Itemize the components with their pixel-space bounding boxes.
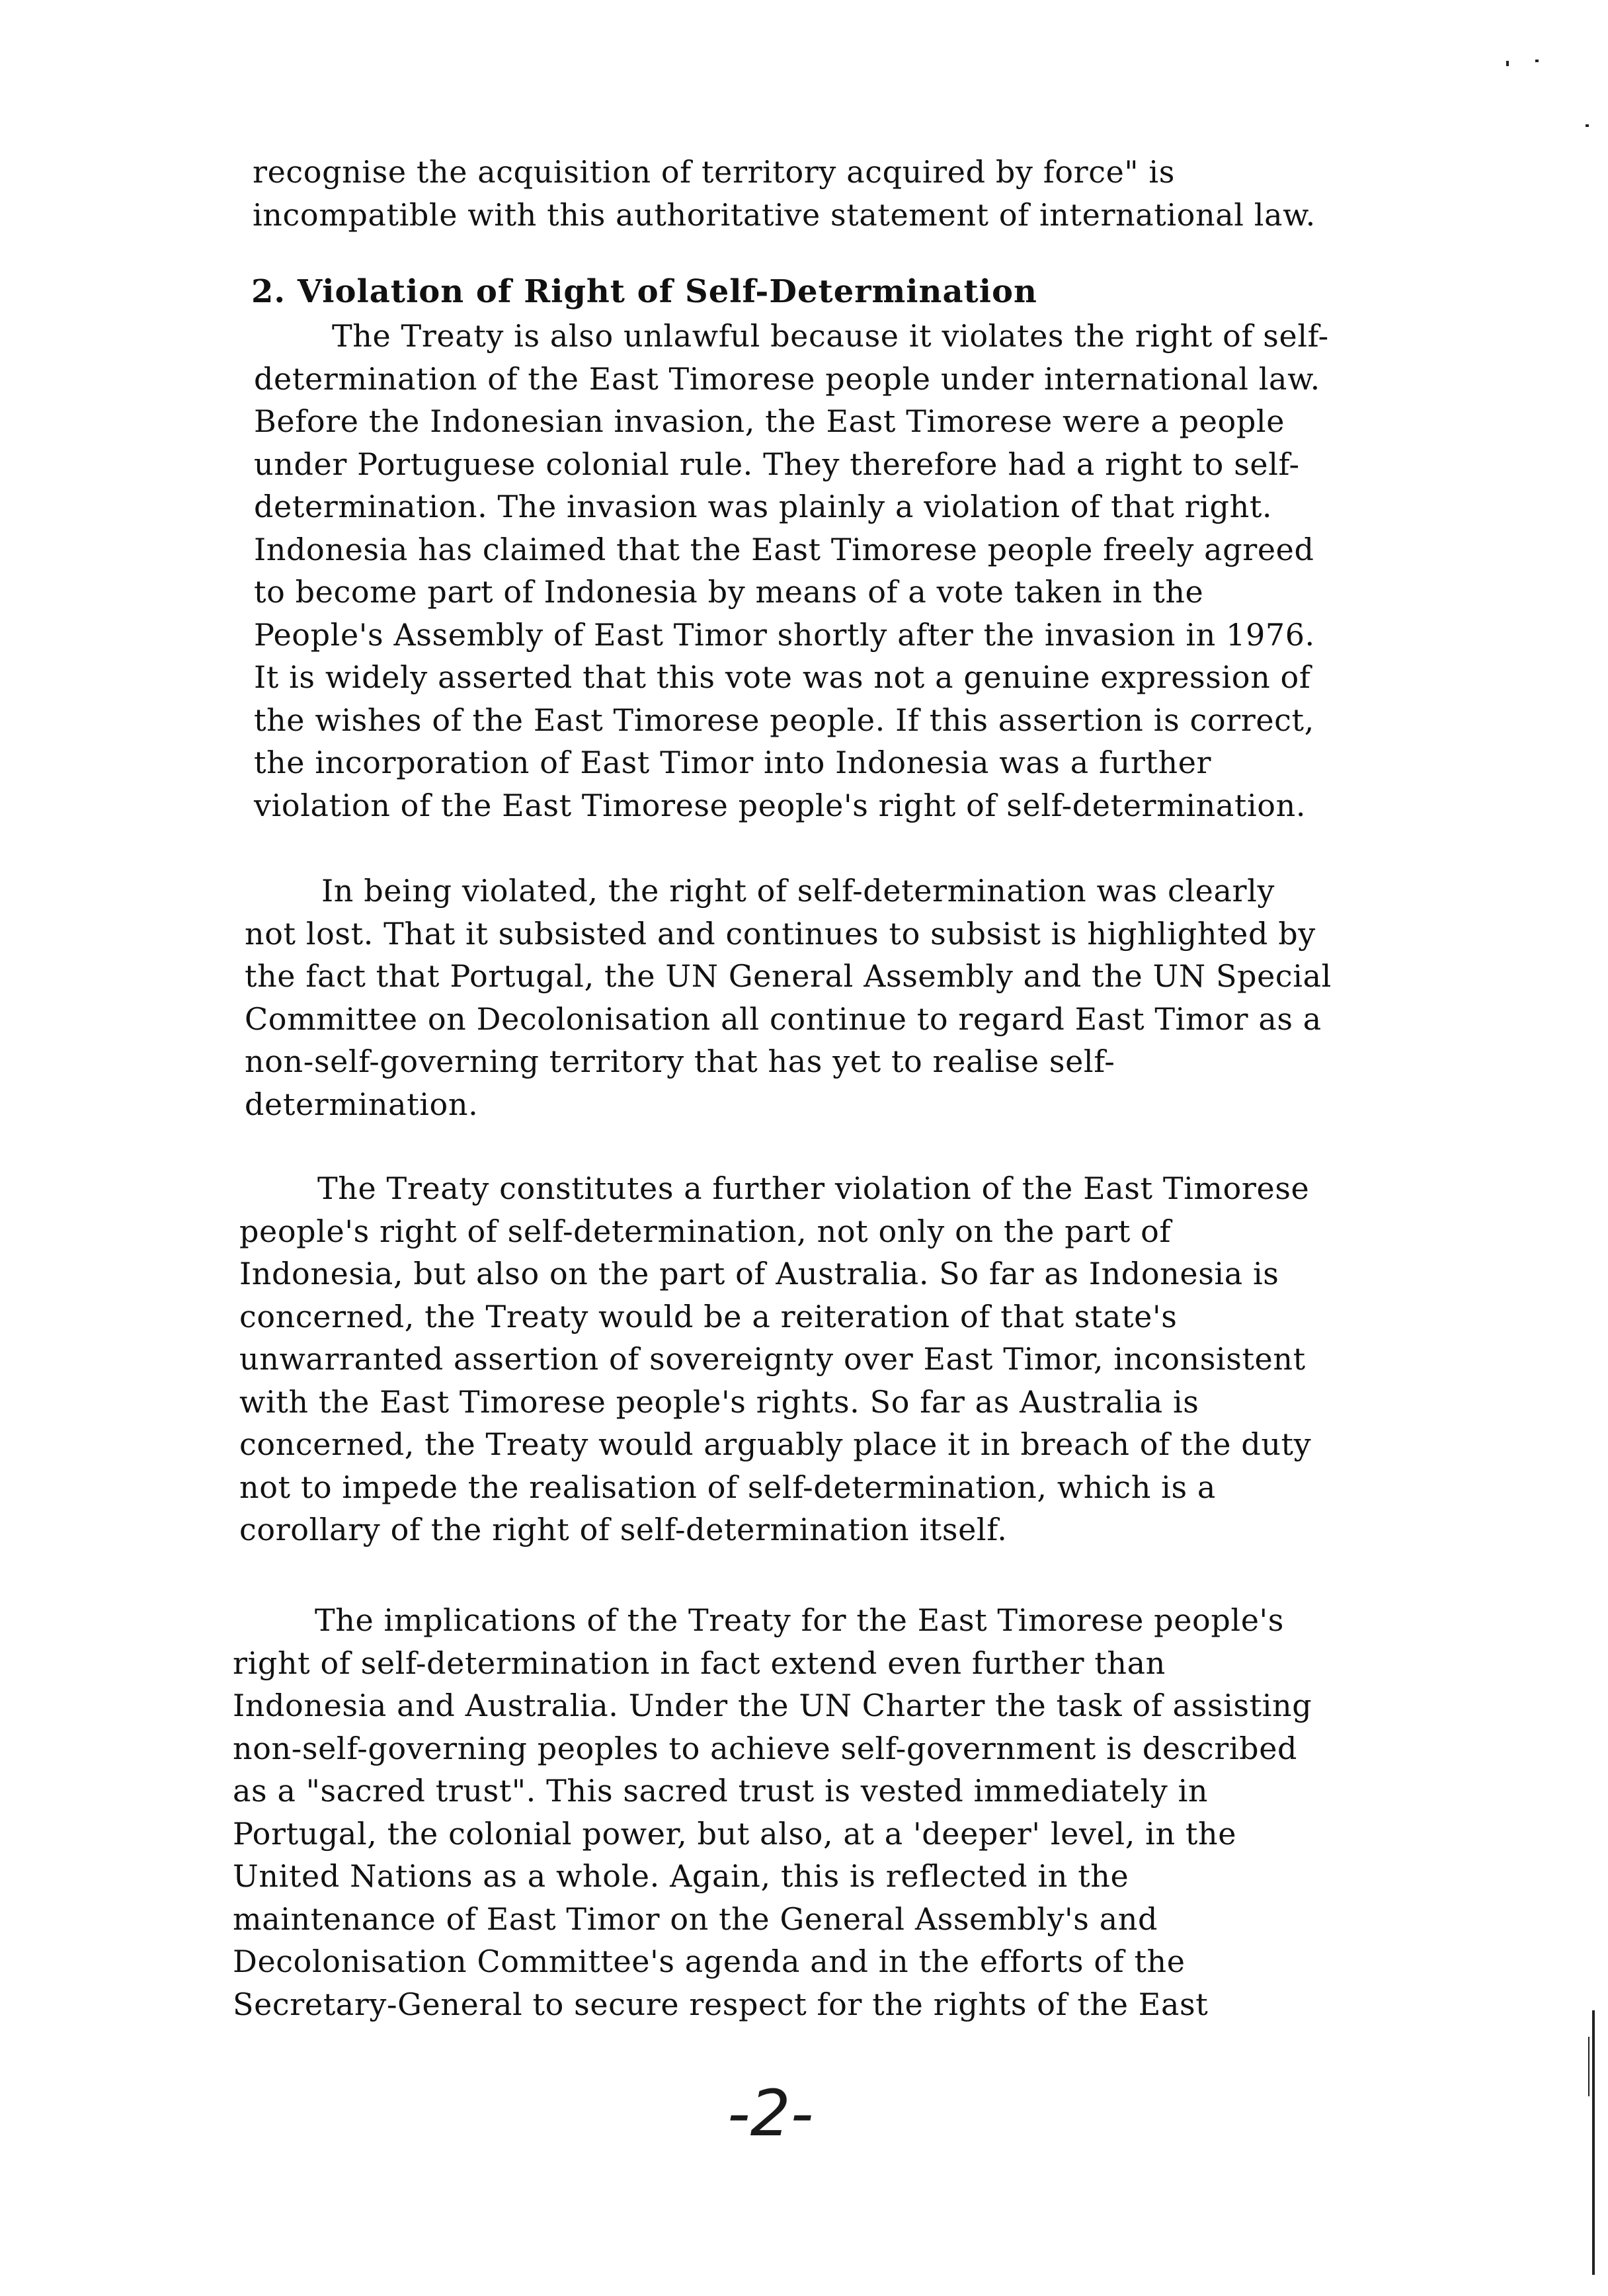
scan-speck (1506, 61, 1509, 66)
text-line: under Portuguese colonial rule. They therefore had a right to self- (254, 446, 1300, 482)
text-line: non-self-governing peoples to achieve self-government is described (233, 1730, 1298, 1766)
text-line: In being violated, the right of self-determination was clearly (321, 873, 1275, 909)
text-line: concerned, the Treaty would be a reiteration of that state's (239, 1298, 1178, 1334)
text-line: recognise the acquisition of territory acquired by force" is (253, 154, 1175, 190)
scan-edge-line (1592, 2010, 1595, 2275)
text-line: determination of the East Timorese people under international law. (254, 360, 1320, 397)
text-line: The implications of the Treaty for the East Timorese people's (315, 1602, 1284, 1638)
text-line: Indonesia, but also on the part of Australia. So far as Indonesia is (239, 1256, 1279, 1292)
text-line: Portugal, the colonial power, but also, at a 'deeper' level, in the (233, 1815, 1237, 1852)
scan-edge-line (1588, 2037, 1589, 2096)
scan-speck (1586, 124, 1589, 127)
section-heading: 2. Violation of Right of Self-Determination (251, 273, 1037, 310)
text-line: corollary of the right of self-determination itself. (239, 1512, 1008, 1547)
text-line: the fact that Portugal, the UN General Assembly and the UN Special (245, 958, 1332, 994)
paragraph-3 (239, 1167, 1311, 1551)
text-line: not lost. That it subsisted and continues to subsist is highlighted by (245, 915, 1316, 952)
text-line: unwarranted assertion of sovereignty over East Timor, inconsistent (239, 1341, 1306, 1377)
scan-speck (1535, 60, 1539, 62)
text-line: Decolonisation Committee's agenda and in the efforts of the (233, 1944, 1186, 1979)
text-line: Indonesia has claimed that the East Timorese people freely agreed (254, 531, 1314, 567)
text-line: non-self-governing territory that has yet to realise self- (245, 1044, 1115, 1079)
text-line: the incorporation of East Timor into Indonesia was a further (254, 745, 1212, 780)
text-line: the wishes of the East Timorese people. If this assertion is correct, (254, 702, 1314, 738)
text-line: determination. The invasion was plainly a violation of that right. (254, 489, 1273, 524)
text-line: maintenance of East Timor on the General Assembly's and (233, 1901, 1158, 1937)
text-line: to become part of Indonesia by means of a vote taken in the (254, 574, 1204, 610)
text-line: United Nations as a whole. Again, this is reflected in the (233, 1858, 1129, 1894)
text-line: It is widely asserted that this vote was not a genuine expression of (254, 659, 1311, 695)
text-line: not to impede the realisation of self-determination, which is a (239, 1469, 1216, 1505)
text-line: concerned, the Treaty would arguably place it in breach of the duty (239, 1426, 1312, 1462)
text-line: People's Assembly of East Timor shortly after the invasion in 1976. (254, 616, 1315, 653)
intro-paragraph (253, 151, 1316, 236)
text-line: Committee on Decolonisation all continue to regard East Timor as a (245, 1001, 1322, 1037)
text-line: Before the Indonesian invasion, the East Timorese were a people (254, 403, 1285, 439)
text-line: The Treaty constitutes a further violation of the East Timorese (317, 1170, 1310, 1206)
paragraph-2 (245, 870, 1332, 1126)
paragraph-4 (233, 1599, 1312, 2026)
text-line: people's right of self-determination, not only on the part of (239, 1213, 1172, 1249)
text-line: Secretary-General to secure respect for the rights of the East (233, 1986, 1209, 2022)
text-line: right of self-determination in fact extend even further than (233, 1645, 1166, 1681)
text-line: determination. (245, 1086, 479, 1122)
page-number: -2- (727, 2076, 814, 2151)
text-line: violation of the East Timorese people's right of self-determination. (254, 787, 1306, 823)
text-line: incompatible with this authoritative statement of international law. (253, 196, 1316, 233)
text-line: The Treaty is also unlawful because it violates the right of self- (332, 318, 1329, 354)
text-line: Indonesia and Australia. Under the UN Charter the task of assisting (233, 1688, 1312, 1723)
paragraph-1 (254, 315, 1329, 827)
text-line: as a "sacred trust". This sacred trust is vested immediately in (233, 1773, 1209, 1809)
text-line: with the East Timorese people's rights. So far as Australia is (239, 1383, 1199, 1420)
